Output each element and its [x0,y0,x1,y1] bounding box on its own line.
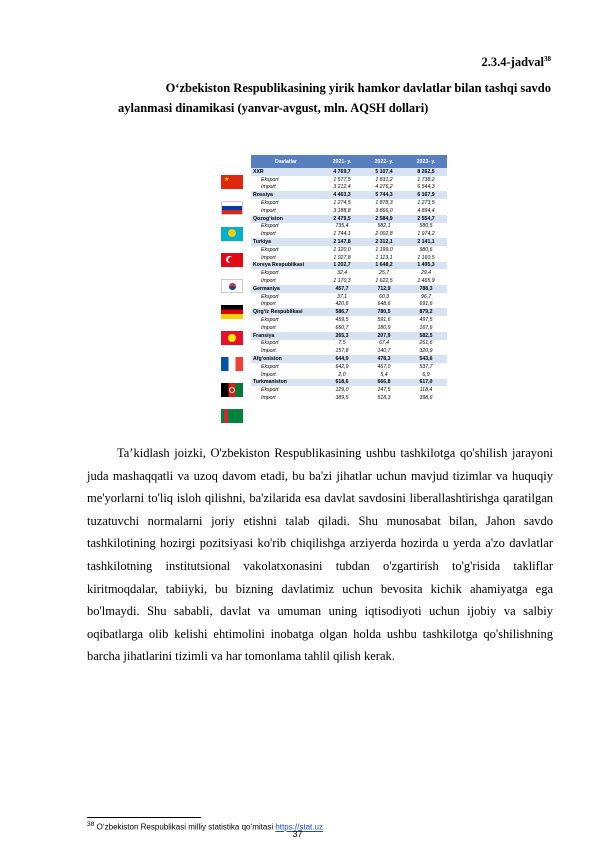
flow-value: 648,6 [363,301,405,309]
country-total-value: 1 202,7 [321,262,363,270]
country-total-value: 586,7 [321,308,363,316]
kyrgyzstan-flag-icon [221,331,243,345]
flow-value: 167,6 [405,324,447,332]
flow-label: Eksport [251,386,321,394]
table-body [251,168,447,402]
table-number-label: 2.3.4-jadval$^{38}$ [481,55,551,70]
flow-value: 3 212,4 [321,184,363,192]
country-total-value: 1 648,2 [363,262,405,270]
flow-value: 1 878,3 [363,199,405,207]
country-name: Germaniya [251,285,321,293]
flow-value: 7,5 [321,340,363,348]
france-flag-icon [221,357,243,371]
column-header: Davlatlar [251,155,321,168]
country-row [251,332,447,340]
flow-label: Import [251,230,321,238]
flow-value: 6,9 [405,371,447,379]
country-total-value: 712,9 [363,285,405,293]
column-header: 2023- y. [405,155,447,168]
country-total-value: 644,9 [321,355,363,363]
export-row [251,293,447,301]
export-row [251,269,447,277]
flow-value: 642,9 [321,363,363,371]
flow-label: Eksport [251,269,321,277]
caption-line-1: O‘zbekiston Respublikasining yirik hamkor davlatlar bilan tashqi savdo [165,81,551,95]
country-total-value: 2 312,1 [363,238,405,246]
import-row [251,301,447,309]
country-name: Fransiya [251,332,321,340]
flow-label: Eksport [251,223,321,231]
export-row [251,363,447,371]
flow-value: 591,6 [363,316,405,324]
country-row [251,379,447,387]
turkey-flag-icon [221,253,243,267]
country-row [251,191,447,199]
flow-value: 1 744,1 [321,230,363,238]
flow-value: 1 831,2 [363,176,405,184]
import-row [251,371,447,379]
flow-label: Eksport [251,176,321,184]
flow-value: 1 027,8 [321,254,363,262]
china-flag-icon: ★ [221,175,243,189]
flow-value: 1 160,5 [405,254,447,262]
country-name: Qozog‘iston [251,215,321,223]
body-paragraph: Ta’kidlash joizki, O'zbekiston Respublikasining ushbu tashkilotga qo'shilish jarayoni juda mashaqqatli va uzoq davom etadi, bu ba'zi jihatlar uchun mavjud tizimlar va huquqiy me'yorlarni to'liq isloh qilishni, ba'zilarida esa davlat savdosini liberallashtirishga qaratilgan tuzatuvchi normalarni joriy etishni talab qiladi. Shu munosabat bilan, Jahon savdo tashkilotining hozirgi pozitsiyasi ko'rib chiqilishga arziyerda hozirda u yerda a'zo davlatlar tashkilotning institutsional vakolatxonasini tubdan o'zgartirish to'g'risida takliflar kiritmoqdalar, tabiiyki, bu bizning davlatimiz uchun bevosita kichik ahamiyatga ega bo'lmaydi. Shu sababli, davlat va umuman uning iqtisodiyoti uchun ijobiy va salbiy oqibatlarga olib kelishi ehtimolini inobatga olgan holda ushbu tashkilotga qo'shilishning barcha jihatlarini tizimli va har tomonlama tahlil qilish kerak. [87,446,553,664]
country-name: Rossiya [251,191,321,199]
flow-label: Import [251,254,321,262]
flow-value: 735,4 [321,223,363,231]
flow-value: 459,5 [321,316,363,324]
flow-value: 660,7 [321,324,363,332]
caption-line-2: aylanmasi dinamikasi (yanvar-avgust, mln. AQSH dollari) [118,101,429,115]
flow-label: Eksport [251,340,321,348]
flow-value: 37,1 [321,293,363,301]
flow-value: 537,7 [405,363,447,371]
flow-value: 1 577,5 [321,176,363,184]
export-row [251,386,447,394]
country-name: Koreya Respublikasi [251,262,321,270]
flow-value: 320,9 [405,347,447,355]
country-name: Afg‘oniston [251,355,321,363]
flow-value: 1 465,9 [405,277,447,285]
country-total-value: 2 584,9 [363,215,405,223]
flow-value: 1 622,5 [363,277,405,285]
flow-value: 980,6 [405,246,447,254]
country-total-value: 5 744,3 [363,191,405,199]
flow-value: 518,3 [363,394,405,402]
flow-value: 157,8 [321,347,363,355]
country-row [251,238,447,246]
flow-label: Import [251,394,321,402]
flow-value: 147,5 [363,386,405,394]
footnote-text: O‘zbekiston Respublikasi milliy statistika qo‘mitasi [94,822,276,832]
import-row [251,347,447,355]
flow-value: 2 002,8 [363,230,405,238]
turkmenistan-flag-icon [221,409,243,423]
country-total-value: 5 107,4 [363,168,405,176]
flow-label: Import [251,347,321,355]
export-row [251,340,447,348]
flow-value: 118,4 [405,386,447,394]
country-total-value: 618,6 [321,379,363,387]
flow-value: 1 974,2 [405,230,447,238]
flow-label: Import [251,371,321,379]
footnote-reference[interactable]: 38 [544,55,551,63]
country-total-value: 1 495,3 [405,262,447,270]
import-row [251,207,447,215]
footnote-mark: 38 [87,821,95,828]
country-total-value: 4 463,3 [321,191,363,199]
flow-label: Eksport [251,363,321,371]
country-total-value: 617,0 [405,379,447,387]
country-total-value: 2 479,5 [321,215,363,223]
kazakhstan-flag-icon [221,227,243,241]
flow-value: 1 273,5 [405,199,447,207]
export-row [251,316,447,324]
country-total-value: 6 167,9 [405,191,447,199]
flow-value: 60,3 [363,293,405,301]
flow-value: 4 894,4 [405,207,447,215]
import-row [251,324,447,332]
country-row [251,355,447,363]
trade-table-figure [219,155,447,435]
flow-value: 96,7 [405,293,447,301]
country-total-value: 4 769,7 [321,168,363,176]
country-total-value: 582,5 [405,332,447,340]
import-row [251,277,447,285]
export-row [251,176,447,184]
import-row [251,394,447,402]
flow-value: 420,6 [321,301,363,309]
flow-value: 580,5 [405,223,447,231]
flow-label: Import [251,184,321,192]
russia-flag-icon [221,201,243,215]
column-header: 2021- y. [321,155,363,168]
import-row [251,184,447,192]
flag-column [219,175,246,435]
country-name: XXR [251,168,321,176]
column-header: 2022- y. [363,155,405,168]
flow-label: Import [251,301,321,309]
flow-value: 497,5 [405,316,447,324]
country-row [251,308,447,316]
country-row [251,285,447,293]
country-name: Turkmaniston [251,379,321,387]
import-row [251,230,447,238]
flow-label: Import [251,277,321,285]
country-total-value: 207,9 [363,332,405,340]
country-total-value: 457,7 [321,285,363,293]
flow-value: 180,9 [363,324,405,332]
flow-value: 129,0 [321,386,363,394]
country-row [251,262,447,270]
country-total-value: 788,3 [405,285,447,293]
country-total-value: 543,6 [405,355,447,363]
flow-label: Eksport [251,246,321,254]
korea-flag-icon [221,279,243,293]
import-row [251,254,447,262]
country-total-value: 780,5 [363,308,405,316]
flow-value: 467,0 [363,363,405,371]
country-total-value: 478,3 [363,355,405,363]
flow-value: 1 738,2 [405,176,447,184]
flow-value: 389,5 [321,394,363,402]
germany-flag-icon [221,305,243,319]
flow-value: 25,7 [363,269,405,277]
country-total-value: 2 141,1 [405,238,447,246]
flow-value: 5,4 [363,371,405,379]
flow-value: 582,1 [363,223,405,231]
flow-label: Import [251,207,321,215]
country-total-value: 265,3 [321,332,363,340]
flow-value: 1 120,0 [321,246,363,254]
footnote-link[interactable]: https://stat.uz [275,822,323,832]
page-number: 37 [292,829,303,839]
country-total-value: 2 554,7 [405,215,447,223]
flow-value: 29,4 [405,269,447,277]
table-header-row [251,155,447,168]
country-name: Turkiya [251,238,321,246]
country-total-value: 2 147,8 [321,238,363,246]
export-row [251,246,447,254]
flow-value: 691,6 [405,301,447,309]
flow-value: 1 113,1 [363,254,405,262]
flow-value: 67,4 [363,340,405,348]
flow-value: 6 544,3 [405,184,447,192]
flow-value: 1 274,5 [321,199,363,207]
flow-value: 261,6 [405,340,447,348]
flow-value: 4 276,2 [363,184,405,192]
country-row [251,168,447,176]
country-name: Qirg‘iz Respublikasi [251,308,321,316]
afghanistan-flag-icon [221,383,243,397]
flow-value: 140,7 [363,347,405,355]
country-total-value: 666,8 [363,379,405,387]
country-row [251,215,447,223]
country-total-value: 8 262,5 [405,168,447,176]
flow-label: Import [251,324,321,332]
export-row [251,199,447,207]
flow-value: 1 170,3 [321,277,363,285]
flow-label: Eksport [251,293,321,301]
footnote-divider [87,817,201,818]
flow-value: 3 188,8 [321,207,363,215]
flow-value: 3 866,0 [363,207,405,215]
flow-value: 32,4 [321,269,363,277]
flow-label: Eksport [251,199,321,207]
flow-value: 2,0 [321,371,363,379]
flow-value: 1 199,0 [363,246,405,254]
country-total-value: 879,2 [405,308,447,316]
flow-label: Eksport [251,316,321,324]
flow-value: 398,6 [405,394,447,402]
table-caption [90,78,555,118]
trade-table [251,155,447,402]
export-row [251,223,447,231]
